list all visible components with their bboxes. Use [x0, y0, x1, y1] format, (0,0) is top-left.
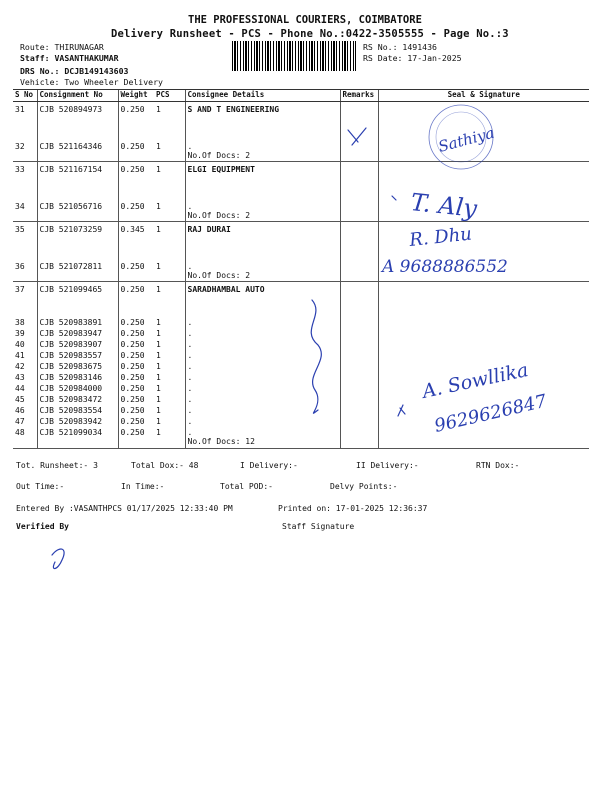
pcs: 1 — [156, 105, 161, 114]
consignment-no: CJB 520983146 — [37, 373, 118, 384]
squiggle — [311, 300, 321, 413]
sno: 46 — [15, 405, 25, 415]
consignee-name: SARADHAMBAL AUTO — [185, 282, 340, 318]
consignment-no: CJB 521056716 — [37, 192, 118, 222]
sno: 44 — [15, 383, 25, 393]
weight: 0.250 — [118, 162, 154, 192]
i-delivery: I Delivery:- — [240, 461, 298, 470]
consignment-no: CJB 520894973 — [37, 102, 118, 132]
dot: . — [185, 362, 340, 373]
pcs: 1 — [156, 361, 161, 371]
sno: 38 — [15, 317, 25, 327]
dot: . — [185, 384, 340, 395]
dot: . — [185, 395, 340, 406]
sno: 37 — [15, 285, 25, 294]
weight: 0.345 — [118, 222, 154, 252]
verified-mark — [52, 549, 64, 569]
tot-runsheet: Tot. Runsheet:- 3 — [16, 461, 98, 470]
company-name: THE PROFESSIONAL COURIERS, COIMBATORE — [188, 14, 422, 26]
signature-1: Sathiya — [436, 123, 497, 156]
verified-by: Verified By — [16, 522, 69, 531]
pcs: 1 — [156, 165, 161, 174]
pcs: 1 — [156, 394, 161, 404]
dot: . — [185, 417, 340, 428]
consignment-no: CJB 520983675 — [37, 362, 118, 373]
col-pcs: PCS — [154, 90, 185, 102]
ii-delivery: II Delivery:- — [356, 461, 419, 470]
dot: . — [185, 351, 340, 362]
sno: 42 — [15, 361, 25, 371]
delvy-points: Delvy Points:- — [330, 482, 398, 491]
weight: 0.250 — [118, 318, 154, 329]
sno: 45 — [15, 394, 25, 404]
remarks-mark — [348, 128, 366, 145]
printed-on: Printed on: 17-01-2025 12:36:37 — [278, 504, 428, 513]
col-consignee: Consignee Details — [185, 90, 340, 102]
docs-count: No.Of Docs: 2 — [187, 150, 251, 160]
consignment-no: CJB 521072811 — [37, 252, 118, 282]
weight: 0.250 — [118, 395, 154, 406]
weight: 0.250 — [118, 340, 154, 351]
weight: 0.250 — [118, 417, 154, 428]
sno: 31 — [15, 105, 25, 114]
dot: . — [185, 373, 340, 384]
docs-count: No.Of Docs: 2 — [187, 270, 251, 280]
consignment-no: CJB 521099465 — [37, 282, 118, 318]
weight: 0.250 — [118, 329, 154, 340]
sno: 34 — [13, 192, 37, 222]
sno: 36 — [13, 252, 37, 282]
col-remarks: Remarks — [340, 90, 378, 102]
consignment-no: CJB 520983472 — [37, 395, 118, 406]
dot: . — [185, 318, 340, 329]
entered-by: Entered By :VASANTHPCS 01/17/2025 12:33:40 PM — [16, 504, 233, 513]
weight: 0.250 — [118, 362, 154, 373]
pcs: 1 — [156, 350, 161, 360]
col-consignment: Consignment No — [37, 90, 118, 102]
sno: 39 — [15, 328, 25, 338]
consignment-no: CJB 521167154 — [37, 162, 118, 192]
weight: 0.250 — [118, 192, 154, 222]
pcs: 1 — [156, 339, 161, 349]
dot: . — [187, 141, 193, 151]
consignment-no: CJB 521073259 — [37, 222, 118, 252]
dot: . — [185, 329, 340, 340]
rs-date: RS Date: 17-Jan-2025 — [363, 53, 462, 63]
phone-2: 9629626847 — [432, 390, 549, 437]
consignment-no: CJB 521099034 — [37, 428, 118, 449]
pcs: 1 — [156, 383, 161, 393]
sno: 47 — [15, 416, 25, 426]
staff-signature-label: Staff Signature — [282, 522, 355, 531]
weight: 0.250 — [118, 252, 154, 282]
sno: 33 — [15, 165, 25, 174]
dot: . — [185, 340, 340, 351]
pcs: 1 — [156, 372, 161, 382]
consignment-no: CJB 520983942 — [37, 417, 118, 428]
consignment-no: CJB 520983557 — [37, 351, 118, 362]
total-pod: Total POD:- — [220, 482, 273, 491]
pcs: 1 — [154, 132, 185, 162]
sno: 35 — [15, 225, 25, 234]
consignment-no: CJB 520983907 — [37, 340, 118, 351]
col-sno: S No — [13, 90, 37, 102]
sno: 48 — [13, 428, 37, 449]
weight: 0.250 — [118, 351, 154, 362]
pcs: 1 — [156, 416, 161, 426]
consignment-no: CJB 520984000 — [37, 384, 118, 395]
consignee-name: ELGI EQUIPMENT — [185, 162, 340, 192]
in-time: In Time:- — [121, 482, 165, 491]
drs-number: DRS No.: DCJB149143603 — [20, 66, 129, 76]
sno: 41 — [15, 350, 25, 360]
dot: . — [187, 201, 193, 211]
dot: . — [185, 406, 340, 417]
weight: 0.250 — [118, 428, 154, 449]
pcs: 1 — [154, 428, 185, 449]
consignment-no: CJB 520983554 — [37, 406, 118, 417]
rs-number: RS No.: 1491436 — [363, 42, 437, 52]
pcs: 1 — [154, 192, 185, 222]
total-dox: Total Dox:- 48 — [131, 461, 199, 470]
phone-1: A 9688886552 — [382, 257, 508, 277]
pcs: 1 — [156, 225, 161, 234]
pcs: 1 — [156, 328, 161, 338]
staff: Staff: VASANTHAKUMAR — [20, 53, 119, 63]
runsheet-title: Delivery Runsheet - PCS - Phone No.:0422-3505555 - Page No.:3 — [111, 28, 509, 40]
weight: 0.250 — [118, 384, 154, 395]
vehicle: Vehicle: Two Wheeler Delivery — [20, 77, 163, 87]
consignment-no: CJB 520983891 — [37, 318, 118, 329]
rtn-dox: RTN Dox:- — [476, 461, 520, 470]
consignee-name: S AND T ENGINEERING — [185, 102, 340, 132]
col-seal-signature: Seal & Signature — [378, 90, 589, 102]
weight: 0.250 — [118, 282, 154, 318]
route: Route: THIRUNAGAR — [20, 42, 104, 52]
pcs: 1 — [156, 317, 161, 327]
weight: 0.250 — [118, 406, 154, 417]
sno: 43 — [15, 372, 25, 382]
out-time: Out Time:- — [16, 482, 65, 491]
consignment-no: CJB 521164346 — [37, 132, 118, 162]
sno: 32 — [13, 132, 37, 162]
pcs: 1 — [156, 405, 161, 415]
sno: 40 — [15, 339, 25, 349]
weight: 0.250 — [118, 102, 154, 132]
dot: . — [187, 261, 193, 271]
signature-4: A. Sowllika — [420, 359, 531, 403]
weight: 0.250 — [118, 373, 154, 384]
docs-count: No.Of Docs: 2 — [187, 210, 251, 220]
col-weight: Weight — [118, 90, 154, 102]
weight: 0.250 — [118, 132, 154, 162]
pcs: 1 — [154, 252, 185, 282]
signature-2: T. Aly — [409, 188, 479, 223]
consignee-name: RAJ DURAI — [185, 222, 340, 252]
consignment-no: CJB 520983947 — [37, 329, 118, 340]
signature-3: R. Dhu — [408, 223, 473, 251]
pcs: 1 — [156, 285, 161, 294]
docs-count: No.Of Docs: 12 — [187, 436, 255, 446]
dot: . — [187, 427, 193, 437]
